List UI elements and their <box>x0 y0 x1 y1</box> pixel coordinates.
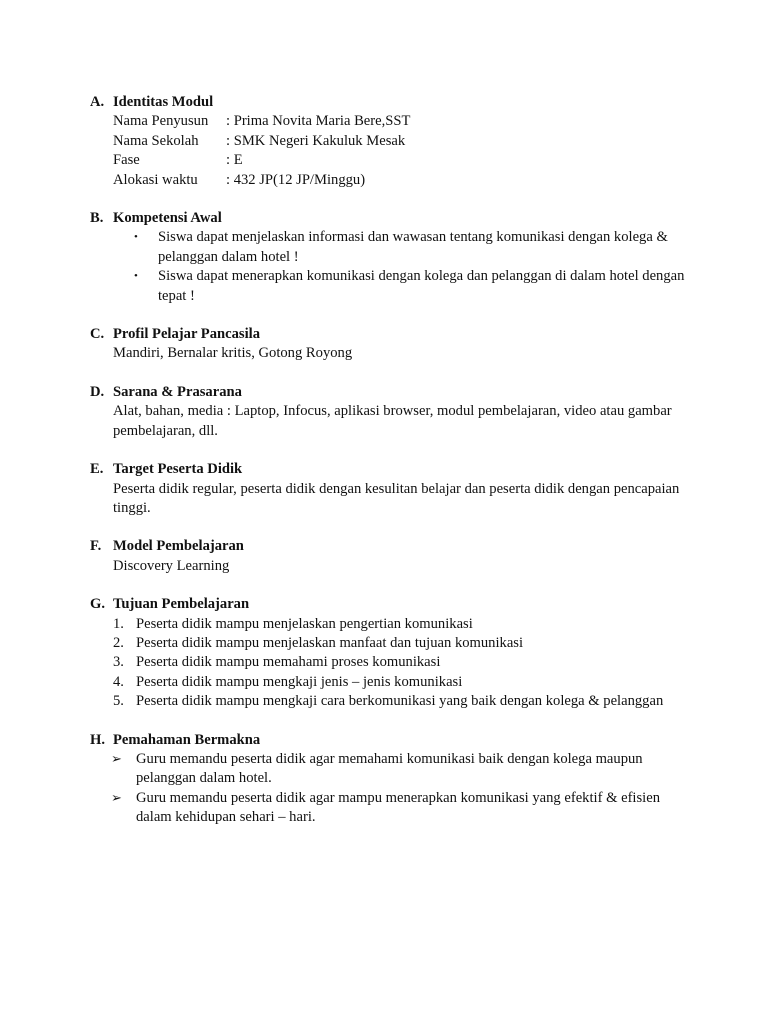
identity-label: Alokasi waktu <box>113 171 198 188</box>
bullet-icon: • <box>134 231 138 244</box>
section-heading <box>90 731 690 750</box>
list-item-text: Peserta didik mampu memahami proses komunikasi <box>136 654 441 671</box>
section-title: Identitas Modul <box>113 94 214 110</box>
section-heading <box>90 325 690 344</box>
identity-label: Nama Sekolah <box>113 132 199 149</box>
list-item-text: Peserta didik mampu mengkaji cara berkomunikasi yang baik dengan kolega & pelanggan <box>136 693 664 710</box>
list-item <box>90 634 690 653</box>
list-item-text: Siswa dapat menerapkan komunikasi dengan kolega dan pelanggan di dalam hotel dengan tepat ! <box>158 268 685 304</box>
section-letter: E. <box>90 461 104 478</box>
section-title: Model Pembelajaran <box>113 538 244 555</box>
list-item <box>90 267 690 306</box>
section-title: Target Peserta Didik <box>113 461 243 478</box>
section-sarana-prasarana <box>90 383 690 441</box>
section-model-pembelajaran <box>90 537 690 576</box>
list-item <box>90 228 690 267</box>
section-heading <box>90 383 690 402</box>
list-number: 2. <box>113 634 124 651</box>
list-item <box>90 750 690 789</box>
section-kompetensi-awal <box>90 209 690 306</box>
section-heading <box>90 460 690 479</box>
section-letter: G. <box>90 596 105 613</box>
list-item <box>90 789 690 828</box>
identity-row <box>113 171 690 190</box>
section-letter: D. <box>90 383 105 400</box>
section-target-peserta <box>90 460 690 518</box>
identity-label: Nama Penyusun <box>113 113 209 130</box>
section-identitas-modul <box>90 93 690 190</box>
competency-list <box>90 228 690 306</box>
identity-value: : E <box>226 152 243 169</box>
section-body: Discovery Learning <box>113 557 230 574</box>
list-item <box>90 673 690 692</box>
section-profil-pelajar <box>90 325 690 364</box>
section-heading <box>90 93 690 112</box>
section-body: Peserta didik regular, peserta didik dengan kesulitan belajar dan peserta didik dengan pencapaian tinggi. <box>113 480 680 516</box>
list-item-text: Peserta didik mampu mengkaji jenis – jenis komunikasi <box>136 673 463 690</box>
section-body: Mandiri, Bernalar kritis, Gotong Royong <box>113 345 353 362</box>
identity-label: Fase <box>113 152 140 169</box>
section-letter: F. <box>90 538 102 555</box>
section-letter: C. <box>90 326 105 343</box>
identity-row <box>113 112 690 131</box>
section-title: Pemahaman Bermakna <box>113 731 261 748</box>
identity-value: : Prima Novita Maria Bere,SST <box>226 113 411 130</box>
list-item <box>90 615 690 634</box>
section-title: Tujuan Pembelajaran <box>113 596 250 613</box>
section-heading <box>90 595 690 614</box>
section-letter: A. <box>90 94 105 110</box>
identity-value: : SMK Negeri Kakuluk Mesak <box>226 132 406 149</box>
bullet-icon: • <box>134 270 138 283</box>
section-title: Kompetensi Awal <box>113 210 222 227</box>
module-document <box>90 93 690 847</box>
list-number: 3. <box>113 654 124 671</box>
list-number: 5. <box>113 693 124 710</box>
identity-table <box>90 112 690 190</box>
section-letter: B. <box>90 210 104 227</box>
list-item-text: Guru memandu peserta didik agar mampu menerapkan komunikasi yang efektif & efisien dalam kehidupan sehari – hari. <box>136 789 660 826</box>
section-title: Sarana & Prasarana <box>113 383 242 400</box>
arrow-bullet-icon: ➢ <box>111 790 122 806</box>
section-body: Alat, bahan, media : Laptop, Infocus, aplikasi browser, modul pembelajaran, video atau gambar pembelajaran, dll. <box>113 403 672 439</box>
section-letter: H. <box>90 731 105 748</box>
identity-row <box>113 151 690 170</box>
section-pemahaman-bermakna <box>90 731 690 828</box>
list-number: 4. <box>113 673 124 690</box>
list-item-text: Peserta didik mampu menjelaskan manfaat dan tujuan komunikasi <box>136 634 524 651</box>
identity-row <box>113 132 690 151</box>
list-item-text: Peserta didik mampu menjelaskan pengertian komunikasi <box>136 615 473 632</box>
identity-value: : 432 JP(12 JP/Minggu) <box>226 171 366 188</box>
section-tujuan-pembelajaran <box>90 595 690 711</box>
list-item <box>90 653 690 672</box>
objective-list <box>90 615 690 712</box>
list-item-text: Siswa dapat menjelaskan informasi dan wawasan tentang komunikasi dengan kolega & pelanggan dalam hotel ! <box>158 229 668 265</box>
section-heading <box>90 537 690 556</box>
list-item-text: Guru memandu peserta didik agar memahami komunikasi baik dengan kolega maupun pelanggan dalam hotel. <box>136 750 643 787</box>
section-title: Profil Pelajar Pancasila <box>113 326 260 343</box>
list-number: 1. <box>113 615 124 632</box>
section-heading <box>90 209 690 228</box>
list-item <box>90 692 690 711</box>
arrow-bullet-icon: ➢ <box>111 751 122 767</box>
understanding-list <box>90 750 690 828</box>
